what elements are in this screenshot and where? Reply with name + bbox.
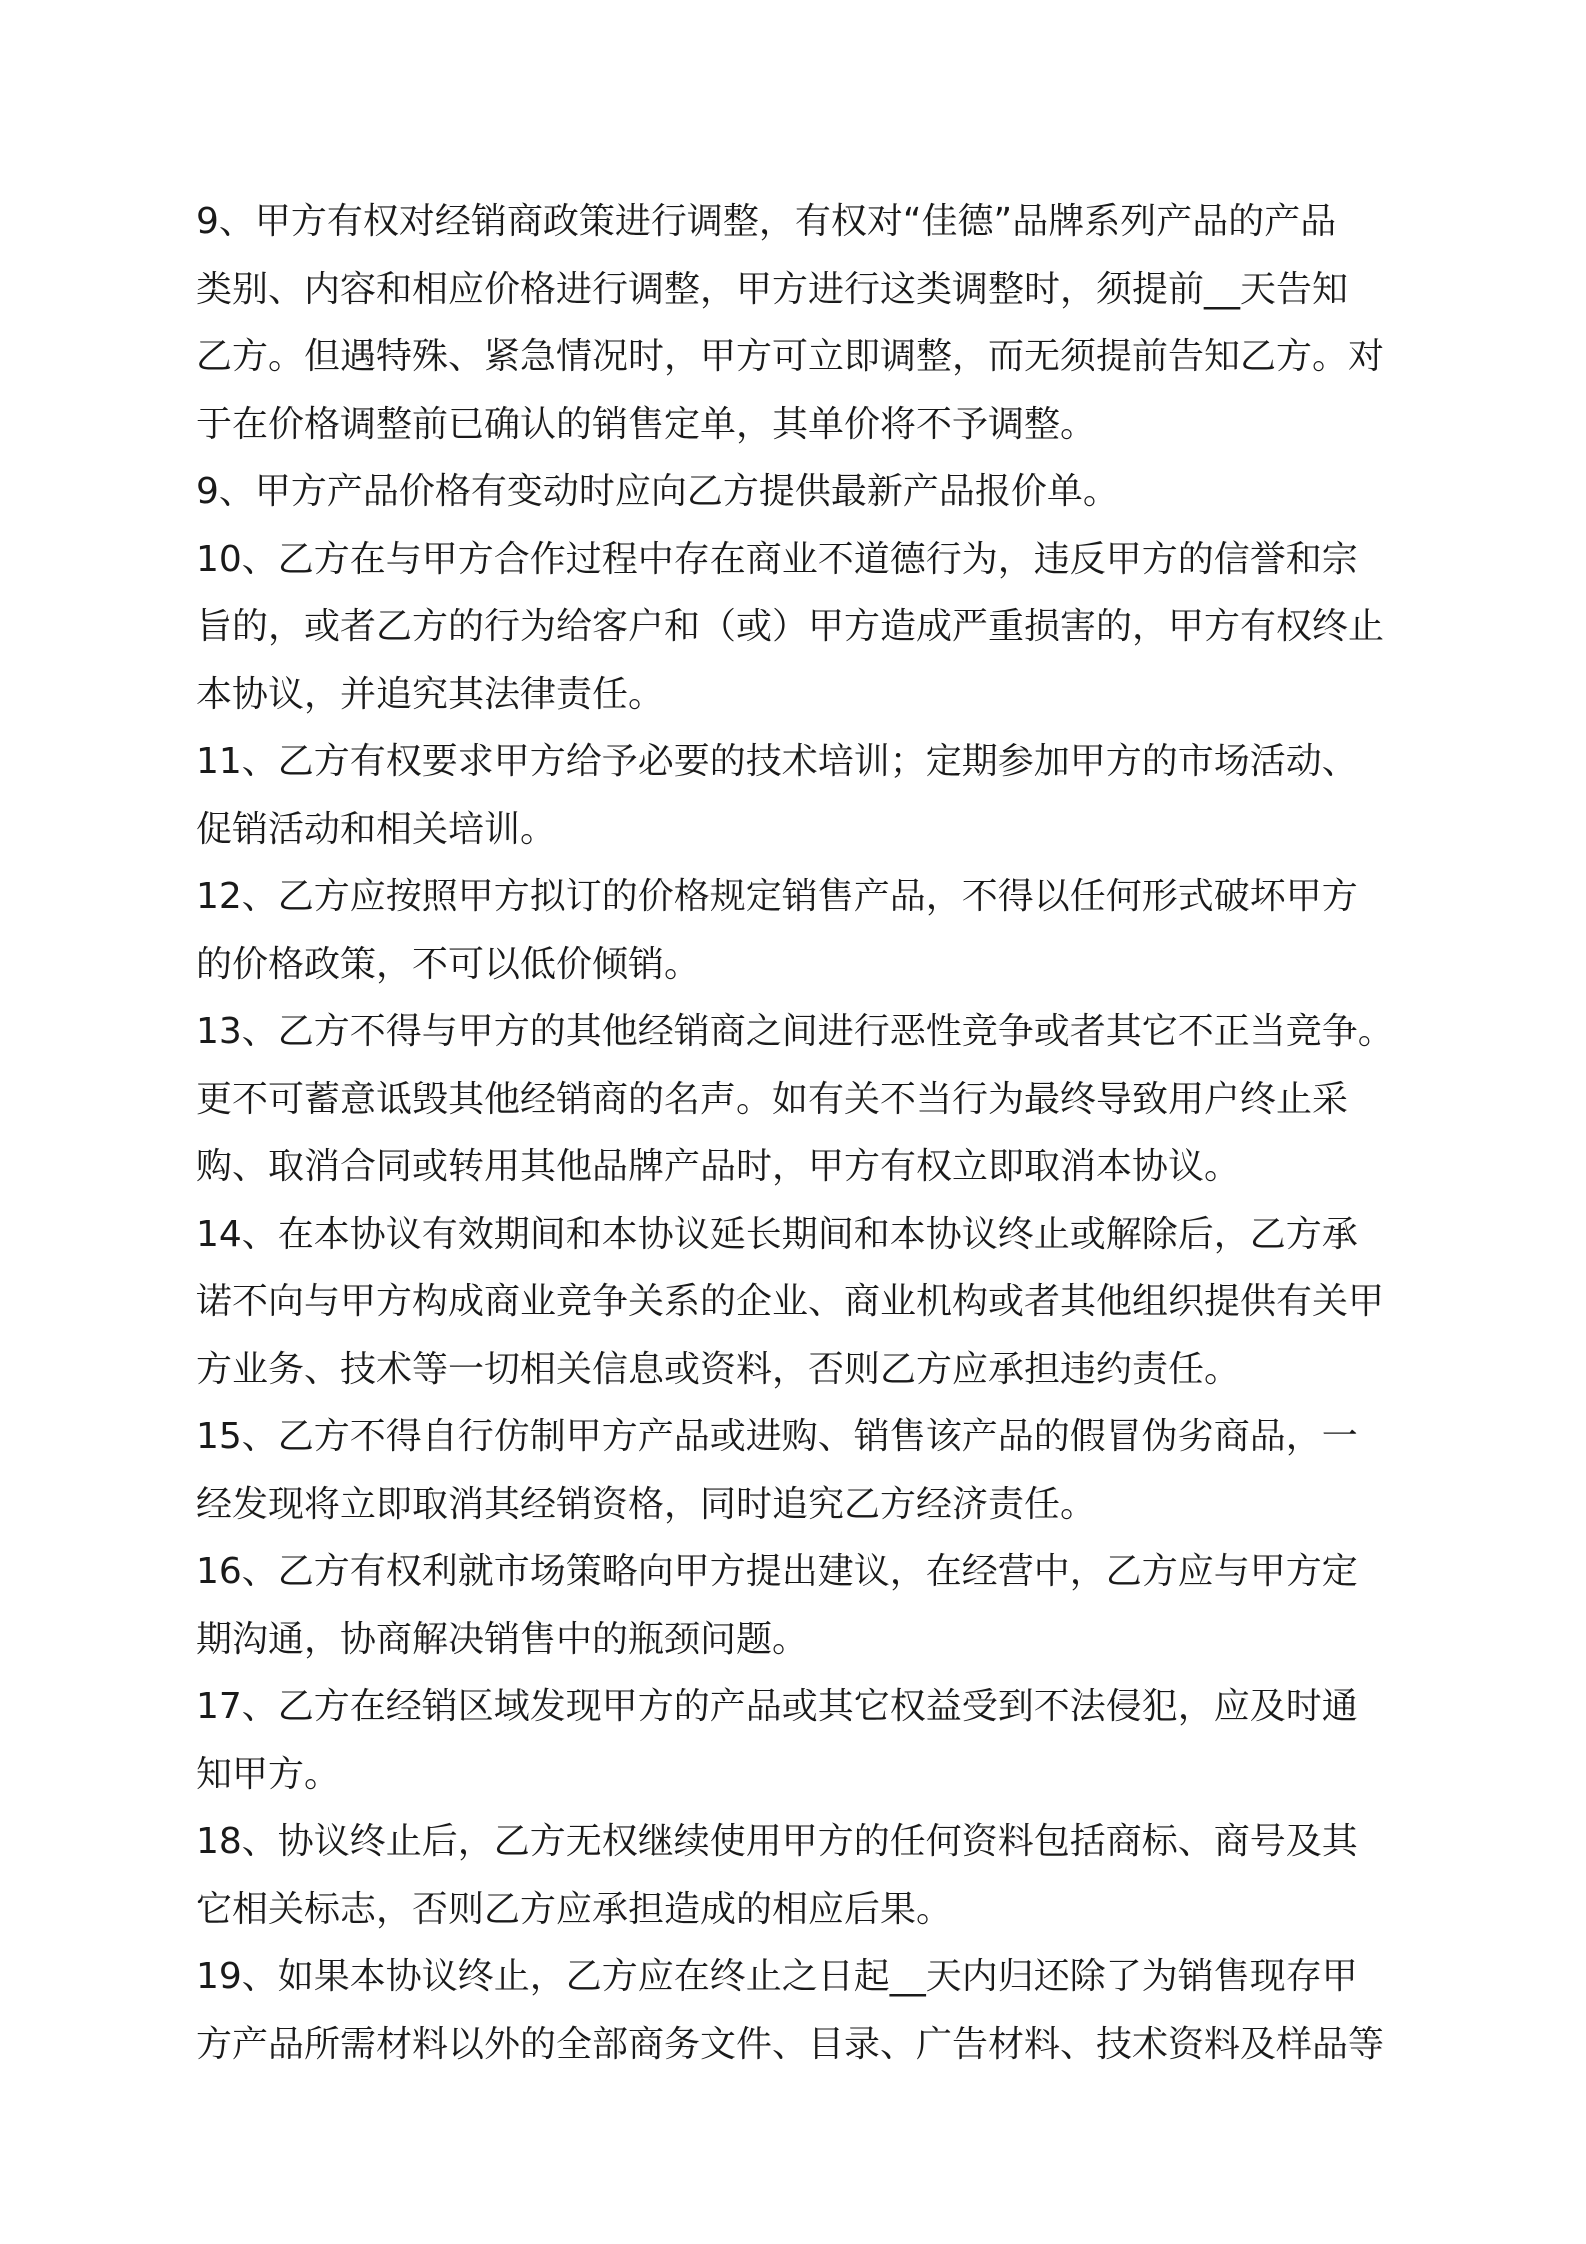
- clause-14: [196, 1201, 1420, 1404]
- text-line: 11、乙方有权要求甲方给予必要的技术培训；定期参加甲方的市场活动、: [196, 741, 1358, 782]
- text-line: 14、在本协议有效期间和本协议延长期间和本协议终止或解除后，乙方承: [196, 1213, 1358, 1255]
- text-line: 9、甲方有权对经销商政策进行调整，有权对“佳德”品牌系列产品的产品: [196, 201, 1337, 242]
- clause-12: [196, 863, 1420, 998]
- text-line: 它相关标志，否则乙方应承担造成的相应后果。: [196, 1888, 953, 1930]
- text-line: 促销活动和相关培训。: [196, 808, 557, 850]
- clause-17: [196, 1673, 1420, 1808]
- text-line: 18、协议终止后，乙方无权继续使用甲方的任何资料包括商标、商号及其: [196, 1821, 1358, 1862]
- text-line: 知甲方。: [196, 1753, 341, 1795]
- text-line: 于在价格调整前已确认的销售定单，其单价将不予调整。: [196, 403, 1097, 445]
- text-line: 诺不向与甲方构成商业竞争关系的企业、商业机构或者其他组织提供有关甲: [196, 1281, 1385, 1322]
- document-body: [196, 188, 1420, 2078]
- text-line: 期沟通，协商解决销售中的瓶颈问题。: [196, 1618, 809, 1660]
- text-line: 15、乙方不得自行仿制甲方产品或进购、销售该产品的假冒伪劣商品，一: [196, 1416, 1358, 1457]
- clause-15: [196, 1403, 1420, 1538]
- clause-10: [196, 526, 1420, 729]
- text-line: 更不可蓄意诋毁其他经销商的名声。如有关不当行为最终导致用户终止采: [196, 1078, 1349, 1120]
- clause-16: [196, 1538, 1420, 1673]
- clause-18: [196, 1808, 1420, 1943]
- text-line: 9、甲方产品价格有变动时应向乙方提供最新产品报价单。: [196, 471, 1119, 512]
- text-line: 乙方。但遇特殊、紧急情况时，甲方可立即调整，而无须提前告知乙方。对: [196, 336, 1385, 377]
- text-line: 13、乙方不得与甲方的其他经销商之间进行恶性竞争或者其它不正当竞争。: [196, 1011, 1394, 1052]
- text-line: 16、乙方有权利就市场策略向甲方提出建议，在经营中，乙方应与甲方定: [196, 1551, 1358, 1592]
- text-line: 旨的，或者乙方的行为给客户和（或）甲方造成严重损害的，甲方有权终止: [196, 606, 1385, 647]
- clause-9-price-list: [196, 458, 1420, 526]
- clause-11: [196, 728, 1420, 863]
- text-line: 类别、内容和相应价格进行调整，甲方进行这类调整时，须提前__天告知: [196, 268, 1349, 310]
- text-line: 方产品所需材料以外的全部商务文件、目录、广告材料、技术资料及样品等: [196, 2023, 1385, 2065]
- text-line: 经发现将立即取消其经销资格，同时追究乙方经济责任。: [196, 1483, 1097, 1525]
- clause-9-price-adjustment: [196, 188, 1420, 458]
- text-line: 本协议，并追究其法律责任。: [196, 673, 665, 715]
- text-line: 方业务、技术等一切相关信息或资料，否则乙方应承担违约责任。: [196, 1348, 1241, 1390]
- text-line: 19、如果本协议终止，乙方应在终止之日起__天内归还除了为销售现存甲: [196, 1956, 1358, 1997]
- text-line: 购、取消合同或转用其他品牌产品时，甲方有权立即取消本协议。: [196, 1146, 1241, 1187]
- text-line: 10、乙方在与甲方合作过程中存在商业不道德行为，违反甲方的信誉和宗: [196, 538, 1358, 580]
- clause-13: [196, 998, 1420, 1201]
- text-line: 17、乙方在经销区域发现甲方的产品或其它权益受到不法侵犯，应及时通: [196, 1686, 1358, 1727]
- clause-19: [196, 1943, 1420, 2078]
- text-line: 的价格政策，不可以低价倾销。: [196, 943, 701, 985]
- text-line: 12、乙方应按照甲方拟订的价格规定销售产品，不得以任何形式破坏甲方: [196, 876, 1358, 917]
